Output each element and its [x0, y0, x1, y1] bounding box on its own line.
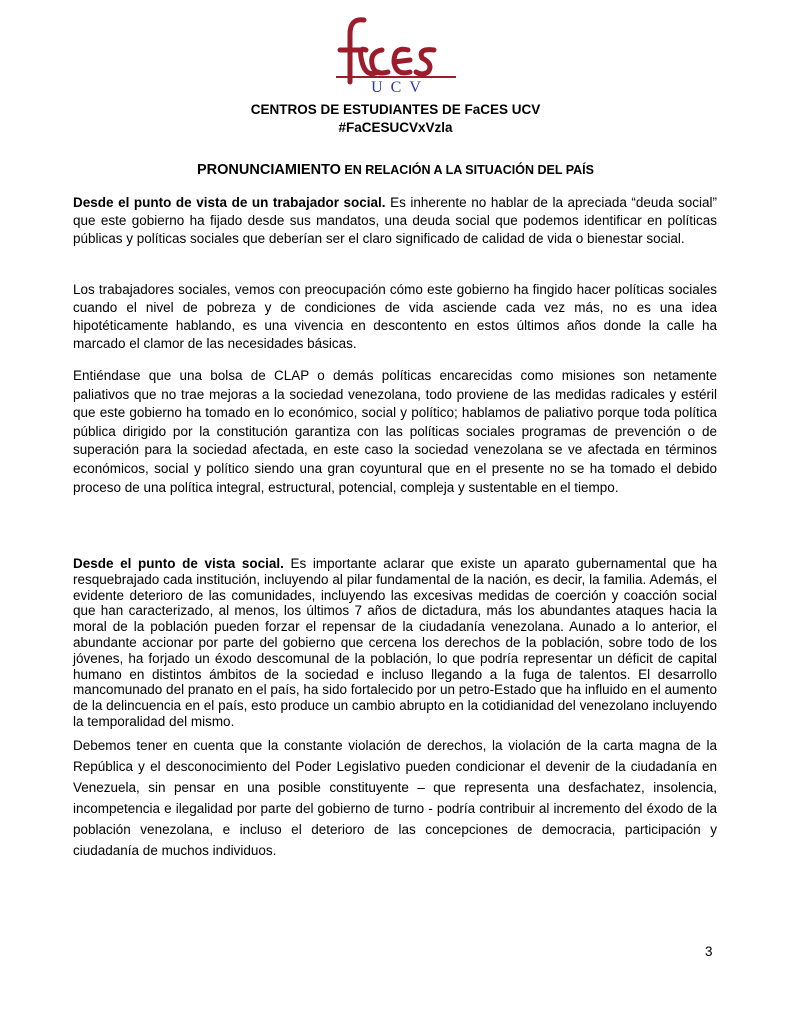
paragraph-clap-policies: Entiéndase que una bolsa de CLAP o demás políticas encarecidas como misiones son netamente paliativos que no trae mejoras a la sociedad venezolana, todo proviene de las medidas radicales y estéril que este gobierno ha tomado en lo económico, social y político; hablamos de paliativo porque toda política pública dirigido por la constitución garantiza con las políticas sociales programas de prevención o de superación para la sociedad afectada, en este caso la sociedad venezolana se ve afectada en términos económicos, social y político siendo una gran coyuntural que en el presente no se ha tomado el debido proceso de una política integral, estructural, potencial, compleja y sustentable en el tiempo. — [73, 368, 717, 495]
document-title — [0, 161, 791, 179]
paragraph-social-worker — [73, 194, 717, 248]
header-hashtag: #FaCESUCVxVzla — [338, 120, 453, 135]
paragraph-social-view — [73, 556, 717, 730]
paragraph-rights-violation: Debemos tener en cuenta que la constante violación de derechos, la violación de la carta magna de la República y el desconocimiento del Poder Legislativo pueden condicionar el devenir de la ciudadanía en Venezuela, sin pensar en una posible constituyente – que representa una desfachatez, insolencia, incompetencia e ilegalidad por parte del gobierno de turno - podría contribuir al incremento del éxodo de la población venezolana, e incluso el deterioro de las concepciones de democracia, participación y ciudadanía de muchos individuos. — [73, 738, 717, 858]
faces-ucv-logo — [330, 12, 460, 94]
paragraph-social-workers-concern: Los trabajadores sociales, vemos con preocupación cómo este gobierno ha fingido hacer políticas sociales cuando el nivel de pobreza y de condiciones de vida asciende cada vez más, no es una idea hipotéticamente hablando, es una vivencia en descontento en estos últimos años donde la calle ha marcado el clamor de las necesidades básicas. — [73, 282, 717, 351]
faces-logo-graphic — [330, 12, 460, 94]
logo-ucv-text: UCV — [371, 79, 429, 94]
paragraph-text: Es inherente no hablar de la apreciada “deuda social” que este gobierno ha fijado desde sus mandatos, una deuda social que podemos identificar en políticas públicas y políticas sociales que deberían ser el claro significado de calidad de vida o bienestar social. — [73, 195, 717, 246]
paragraph-lead: Desde el punto de vista de un trabajador social. — [73, 195, 386, 210]
title-main: PRONUNCIAMIENTO — [197, 162, 341, 178]
logo-wordmark — [340, 20, 434, 82]
page-number: 3 — [705, 944, 713, 959]
paragraph-lead: Desde el punto de vista social. — [73, 556, 284, 571]
title-rest: EN RELACIÓN A LA SITUACIÓN DEL PAÍS — [340, 163, 594, 177]
paragraph-text: Es importante aclarar que existe un aparato gubernamental que ha resquebrajado cada institución, incluyendo al pilar fundamental de la nación, es decir, la familia. Además, el evidente deterioro de las comunidades, incluyendo las excesivas medidas de coerción y coacción social que han caracterizado, al menos, los últimos 7 años de dictadura, más los abundantes ataques hacia la moral de la población pueden forzar el repensar de la ciudadanía venezolana. Aunado a lo anterior, el abundante accionar por parte del gobierno que cercena los derechos de la población, sobre todo de los jóvenes, ha forjado un éxodo descomunal de la población, lo que podría representar un déficit de capital humano en distintos ámbitos de la sociedad e incluso llegando a la fuga de talentos. El desarrollo mancomunado del pranato en el país, ha sido fortalecido por un petro-Estado que ha influido en el aumento de la delincuencia en el país, esto produce un cambio abrupto en la cotidianidad del venezolano incluyendo la temporalidad del mismo. — [73, 556, 717, 729]
header-line-1: CENTROS DE ESTUDIANTES DE FaCES UCV — [250, 102, 541, 117]
